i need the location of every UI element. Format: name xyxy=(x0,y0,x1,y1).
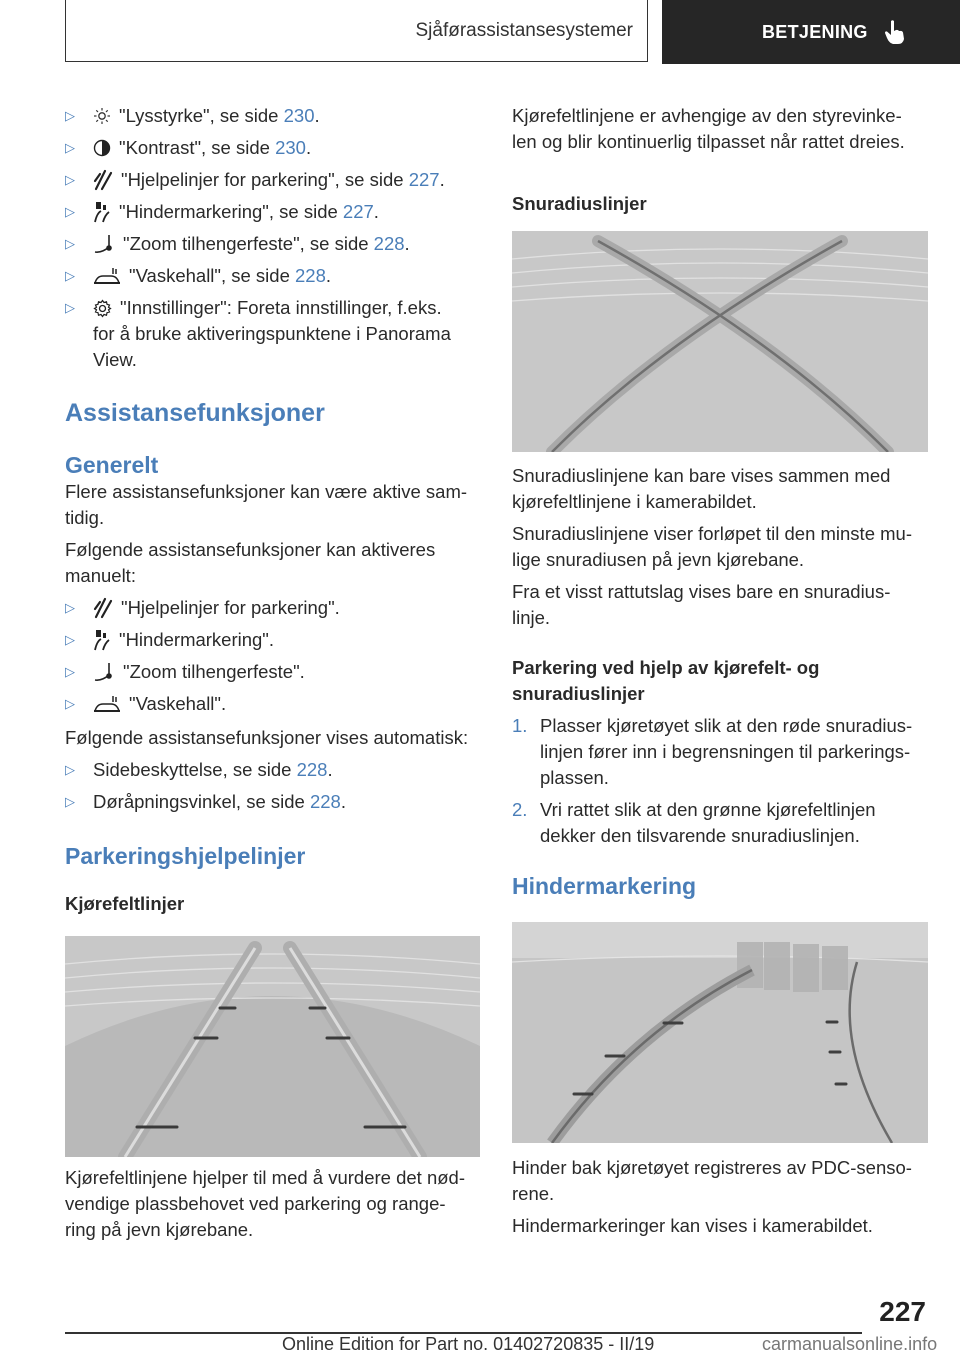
paragraph: Flere assistansefunksjoner kan være aktive sam- tidig. xyxy=(65,481,468,528)
turning-radius-camera-image xyxy=(512,231,928,452)
paragraph: Kjørefeltlinjene hjelper til med å vurdere det nød- vendige plassbehovet ved parkering og range- ring på jevn kjørebane. xyxy=(65,1167,465,1240)
list-item: ▷ Døråpningsvinkel, se side 228. xyxy=(65,789,480,821)
page-link[interactable]: 227 xyxy=(342,201,374,222)
paragraph: Fra et visst rattutslag vises bare en snuradius- linje. xyxy=(512,581,891,628)
list-item: 2. Vri rattet slik at den grønne kjørefeltlinjen dekker den tilsvarende snuradiuslinjen. xyxy=(512,799,876,846)
page-number: 227 xyxy=(879,1296,926,1327)
bullet-triangle-icon: ▷ xyxy=(65,696,75,711)
paragraph: Snuradiuslinjene viser forløpet til den minste mu- lige snuradiusen på jevn kjørebane. xyxy=(512,523,912,570)
bullet-triangle-icon: ▷ xyxy=(65,172,75,187)
heading-turning-radius-lines: Snuradiuslinjer xyxy=(512,193,647,214)
trailer-hitch-zoom-icon xyxy=(93,231,115,257)
paragraph: Snuradiuslinjene kan bare vises sammen med kjørefeltlinjene i kamerabildet. xyxy=(512,465,891,512)
gear-icon xyxy=(93,295,112,321)
right-column-middle xyxy=(512,463,928,901)
right-column-top xyxy=(512,103,928,217)
bullet-triangle-icon: ▷ xyxy=(65,268,75,283)
list-item: ▷ "Zoom tilhengerfeste". xyxy=(65,659,480,691)
paragraph: Følgende assistansefunksjoner vises automatisk: xyxy=(65,727,469,748)
list-item: ▷ "Vaskehall". xyxy=(65,691,480,723)
footer-edition: Online Edition for Part no. 01402720835 - II/19 xyxy=(282,1334,655,1354)
bullet-triangle-icon: ▷ xyxy=(65,140,75,155)
page-link[interactable]: 227 xyxy=(408,169,440,190)
list-item: ▷ "Zoom tilhengerfeste", se side 228. xyxy=(65,231,480,263)
bullet-triangle-icon: ▷ xyxy=(65,300,75,315)
car-wash-icon xyxy=(93,263,121,289)
list-item: ▷ "Kontrast", se side 230. xyxy=(65,135,480,167)
bullet-triangle-icon: ▷ xyxy=(65,762,75,777)
step-number: 2. xyxy=(512,799,528,820)
brightness-icon xyxy=(93,103,111,129)
car-wash-icon xyxy=(93,691,121,717)
bullet-triangle-icon: ▷ xyxy=(65,204,75,219)
bullet-triangle-icon: ▷ xyxy=(65,236,75,251)
page-link[interactable]: 228 xyxy=(295,265,326,286)
obstacle-marking-icon xyxy=(93,199,111,225)
header-section-label: Sjåførassistansesystemer xyxy=(415,19,633,41)
page-link[interactable]: 228 xyxy=(309,791,341,812)
bullet-triangle-icon: ▷ xyxy=(65,600,75,615)
heading-parking-with-lines: Parkering ved hjelp av kjørefelt- og snuradiuslinjer xyxy=(512,657,820,704)
heading-obstacle-marking: Hindermarkering xyxy=(512,873,697,899)
footer-watermark: carmanualsonline.info xyxy=(762,1334,938,1354)
bullet-triangle-icon: ▷ xyxy=(65,632,75,647)
trailer-hitch-zoom-icon xyxy=(93,659,115,685)
paragraph: Kjørefeltlinjene er avhengige av den styrevinke- len og blir kontinuerlig tilpasset når rattet dreies. xyxy=(512,105,905,152)
list-item: ▷ "Hindermarkering". xyxy=(65,627,480,659)
list-item: ▷ "Hjelpelinjer for parkering", se side 227. xyxy=(65,167,480,199)
page-link[interactable]: 228 xyxy=(296,759,328,780)
paragraph: Følgende assistansefunksjoner kan aktiveres manuelt: xyxy=(65,539,436,586)
list-item: ▷ Sidebeskyttelse, se side 228. xyxy=(65,757,480,789)
heading-general: Generelt xyxy=(65,452,159,478)
bullet-triangle-icon: ▷ xyxy=(65,664,75,679)
header-section-title xyxy=(65,0,648,62)
heading-parking-guidelines: Parkeringshjelpelinjer xyxy=(65,843,306,869)
heading-assistance-functions: Assistansefunksjoner xyxy=(65,399,325,427)
step-number: 1. xyxy=(512,715,528,736)
list-item: ▷ "Hindermarkering", se side 227. xyxy=(65,199,480,231)
parking-lines-icon xyxy=(93,595,113,621)
header-chapter-tab xyxy=(662,0,960,64)
list-item: ▷ "Innstillinger": Foreta innstillinger, f.eks. for å bruke aktiveringspunktene i Panorama View. xyxy=(65,297,451,370)
parking-lines-icon xyxy=(93,167,113,193)
lane-lines-camera-image xyxy=(65,936,480,1157)
bullet-triangle-icon: ▷ xyxy=(65,108,75,123)
page-link[interactable]: 228 xyxy=(373,233,405,254)
page-link[interactable]: 230 xyxy=(283,105,315,126)
list-item: ▷ "Hjelpelinjer for parkering". xyxy=(65,595,480,627)
left-column xyxy=(65,103,480,917)
paragraph: Hindermarkeringer kan vises i kamerabildet. xyxy=(512,1215,873,1236)
obstacle-marking-icon xyxy=(93,627,111,653)
list-item: ▷ "Vaskehall", se side 228. xyxy=(65,263,480,295)
page-link[interactable]: 230 xyxy=(275,137,306,158)
list-item: ▷ "Lysstyrke", se side 230. xyxy=(65,103,480,135)
contrast-icon xyxy=(93,135,111,161)
list-item: 1. Plasser kjøretøyet slik at den røde snuradius- linjen fører inn i begrensningen til parkerings- plassen. xyxy=(512,715,913,788)
paragraph: Hinder bak kjøretøyet registreres av PDC-senso- rene. xyxy=(512,1157,912,1204)
lane-lines-text xyxy=(65,1165,480,1243)
bullet-triangle-icon: ▷ xyxy=(65,794,75,809)
hand-pointer-icon xyxy=(884,19,906,45)
obstacle-marking-camera-image xyxy=(512,922,928,1143)
right-column-bottom xyxy=(512,1155,928,1239)
heading-lane-lines: Kjørefeltlinjer xyxy=(65,893,185,914)
header-chapter-label: BETJENING xyxy=(762,21,868,42)
